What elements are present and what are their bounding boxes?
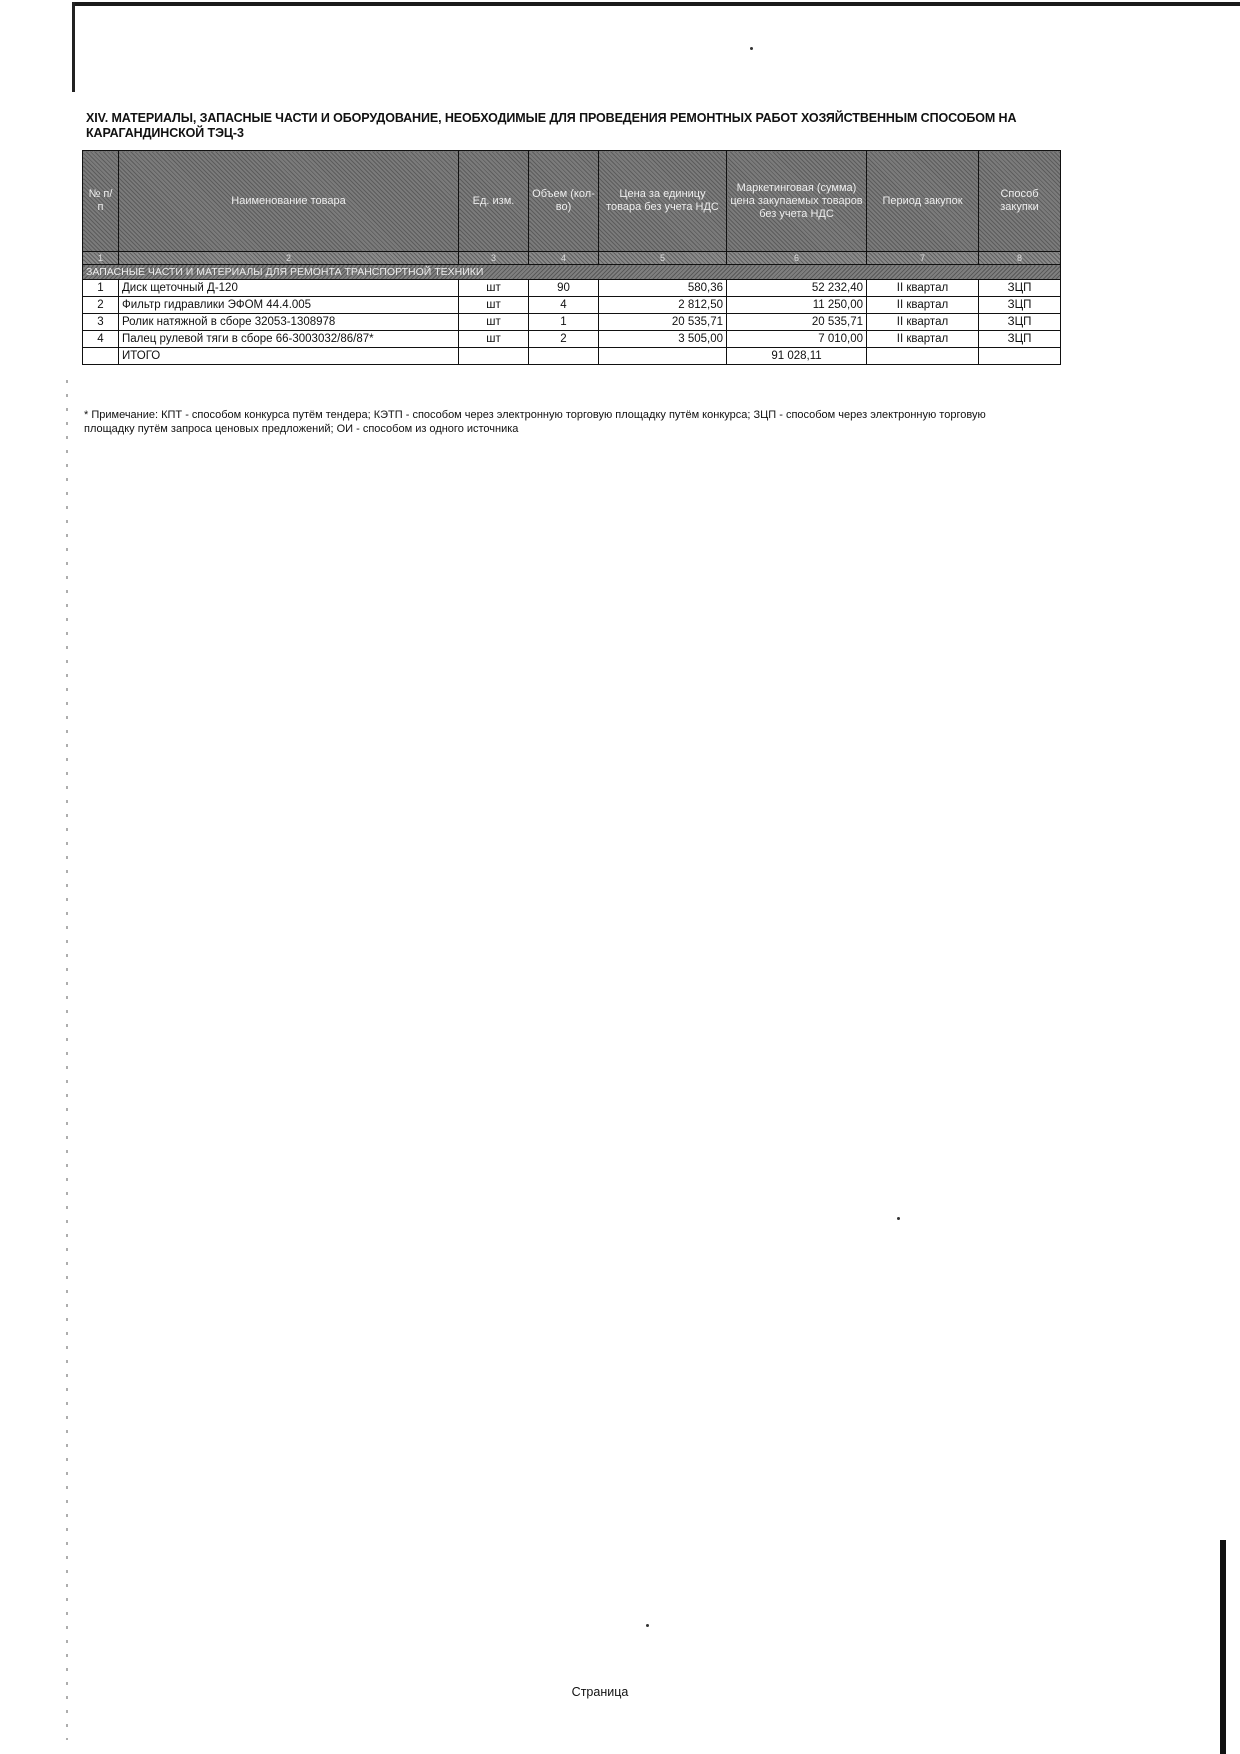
row-method: ЗЦП: [979, 331, 1061, 348]
row-qty: 2: [529, 331, 599, 348]
header-number: № п/п: [83, 151, 119, 252]
row-name: Диск щеточный Д-120: [119, 280, 459, 297]
total-label: ИТОГО: [119, 348, 459, 365]
row-sum: 7 010,00: [727, 331, 867, 348]
column-number: 8: [979, 252, 1061, 265]
column-number: 3: [459, 252, 529, 265]
column-number: 6: [727, 252, 867, 265]
table-row: [83, 297, 1061, 314]
materials-table: [82, 150, 1061, 365]
header-method: Способ закупки: [979, 151, 1061, 252]
row-sum: 52 232,40: [727, 280, 867, 297]
scan-speck: [897, 1217, 900, 1220]
header-qty: Объем (кол-во): [529, 151, 599, 252]
row-method: ЗЦП: [979, 297, 1061, 314]
row-price: 580,36: [599, 280, 727, 297]
row-qty: 4: [529, 297, 599, 314]
total-empty-cell: [529, 348, 599, 365]
header-sum: Маркетинговая (сумма) цена закупаемых товаров без учета НДС: [727, 151, 867, 252]
page-footer-label: Страница: [571, 1685, 629, 1699]
row-sum: 20 535,71: [727, 314, 867, 331]
total-empty-cell: [979, 348, 1061, 365]
column-number: 4: [529, 252, 599, 265]
table-row: [83, 331, 1061, 348]
row-name: Палец рулевой тяги в сборе 66-3003032/86/87*: [119, 331, 459, 348]
row-number: 1: [83, 280, 119, 297]
scan-edge-right: [1220, 1540, 1226, 1754]
column-number-row: [83, 252, 1061, 265]
row-unit: шт: [459, 331, 529, 348]
row-period: II квартал: [867, 297, 979, 314]
total-empty-cell: [83, 348, 119, 365]
table-row: [83, 280, 1061, 297]
scan-speck: [750, 47, 753, 50]
column-number: 5: [599, 252, 727, 265]
total-value: 91 028,11: [727, 348, 867, 365]
total-empty-cell: [459, 348, 529, 365]
row-qty: 90: [529, 280, 599, 297]
total-empty-cell: [867, 348, 979, 365]
scan-speck: [646, 1624, 649, 1627]
row-unit: шт: [459, 280, 529, 297]
document-title: XIV. МАТЕРИАЛЫ, ЗАПАСНЫЕ ЧАСТИ И ОБОРУДОВАНИЕ, НЕОБХОДИМЫЕ ДЛЯ ПРОВЕДЕНИЯ РЕМОНТНЫХ РАБОТ ХОЗЯЙСТВЕННЫМ СПОСОБОМ НА КАРАГАНДИНСКОЙ ТЭЦ-3: [86, 111, 1017, 140]
scan-edge-top: [74, 2, 1240, 6]
header-period: Период закупок: [867, 151, 979, 252]
row-period: II квартал: [867, 331, 979, 348]
section-row: [83, 265, 1061, 280]
row-period: II квартал: [867, 280, 979, 297]
header-name: Наименование товара: [119, 151, 459, 252]
footnote: * Примечание: КПТ - способом конкурса путём тендера; КЭТП - способом через электронную торговую площадку путём конкурса; ЗЦП - способом через электронную торговую площадку путём запроса ценовых предложений; ОИ - способом из одного источника: [84, 409, 986, 435]
column-number: 7: [867, 252, 979, 265]
row-number: 3: [83, 314, 119, 331]
row-period: II квартал: [867, 314, 979, 331]
row-price: 20 535,71: [599, 314, 727, 331]
row-name: Ролик натяжной в сборе 32053-1308978: [119, 314, 459, 331]
total-empty-cell: [599, 348, 727, 365]
row-price: 3 505,00: [599, 331, 727, 348]
scan-edge-left: [72, 2, 75, 92]
row-name: Фильтр гидравлики ЭФОМ 44.4.005: [119, 297, 459, 314]
header-unit: Ед. изм.: [459, 151, 529, 252]
table-header-row: [83, 151, 1061, 252]
column-number: 1: [83, 252, 119, 265]
row-unit: шт: [459, 314, 529, 331]
column-number: 2: [119, 252, 459, 265]
row-method: ЗЦП: [979, 280, 1061, 297]
total-row: [83, 348, 1061, 365]
row-number: 2: [83, 297, 119, 314]
scan-edge-left-dots: [66, 380, 68, 1740]
header-price: Цена за единицу товара без учета НДС: [599, 151, 727, 252]
row-qty: 1: [529, 314, 599, 331]
row-price: 2 812,50: [599, 297, 727, 314]
section-title: ЗАПАСНЫЕ ЧАСТИ И МАТЕРИАЛЫ ДЛЯ РЕМОНТА ТРАНСПОРТНОЙ ТЕХНИКИ: [83, 265, 1061, 280]
row-method: ЗЦП: [979, 314, 1061, 331]
row-number: 4: [83, 331, 119, 348]
row-sum: 11 250,00: [727, 297, 867, 314]
table-row: [83, 314, 1061, 331]
row-unit: шт: [459, 297, 529, 314]
